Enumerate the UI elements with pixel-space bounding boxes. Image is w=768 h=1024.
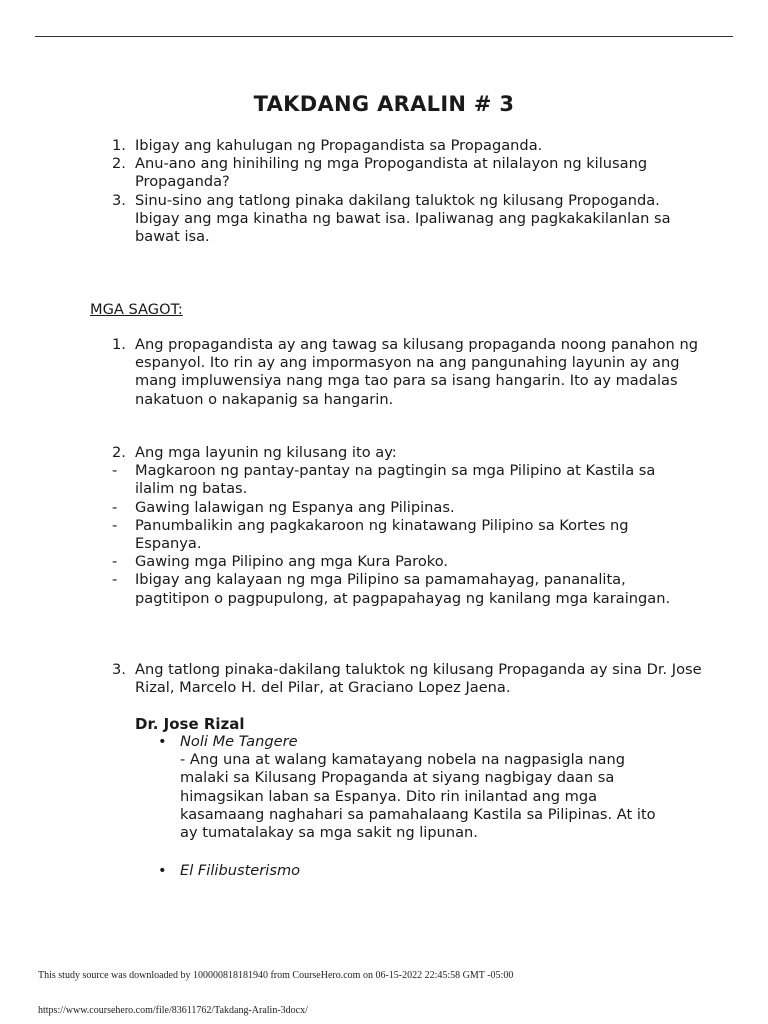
- bullet-icon: •: [158, 862, 167, 880]
- answer-3: [112, 661, 715, 697]
- top-divider: [35, 36, 733, 37]
- answer-2: [112, 444, 692, 608]
- answer-number: 1.: [112, 336, 126, 353]
- goal-item: - Ibigay ang kalayaan ng mga Pilipino sa pamamahayag, pananalita, pagtitipon o pagpupulong, at pagpapahayag ng kanilang mga karaingan.: [112, 571, 671, 607]
- person-name: Dr. Jose Rizal: [135, 715, 245, 733]
- goals-list: [112, 462, 692, 608]
- goal-text: Ibigay ang kalayaan ng mga Pilipino sa pamamahayag, pananalita, pagtitipon o pagpupulong, at pagpapahayag ng kanilang mga karaingan.: [135, 571, 671, 607]
- work-description: - Ang una at walang kamatayang nobela na nagpasigla nang malaki sa Kilusang Propaganda at siyang nagbigay daan sa himagsikan laban sa Espanya. Dito rin inilantad ang mga kasamaang naghahari sa pamahalaang Kastila sa Pilipinas. At ito ay tumatalakay sa mga sakit ng lipunan.: [180, 751, 656, 842]
- work-item: [158, 862, 658, 880]
- answer-intro: Ang mga layunin ng kilusang ito ay:: [135, 444, 397, 461]
- question-text: Ibigay ang kahulugan ng Propagandista sa Propaganda.: [135, 137, 543, 154]
- question-number: 1.: [112, 137, 126, 154]
- answer-1: [112, 336, 715, 409]
- answer-text: Ang tatlong pinaka-dakilang taluktok ng kilusang Propaganda ay sina Dr. Jose Rizal, Marcelo H. del Pilar, at Graciano Lopez Jaena.: [135, 661, 702, 697]
- source-url[interactable]: https://www.coursehero.com/file/83611762/Takdang-Aralin-3docx/: [38, 1005, 308, 1016]
- answer-text: Ang propagandista ay ang tawag sa kilusang propaganda noong panahon ng espanyol. Ito rin ay ang impormasyon na ang pangunahing layunin ay ang mang impluwensiya nang mga tao para sa isang hangarin. Ito ay madalas nakatuon o nakapanig sa hangarin.: [135, 336, 698, 408]
- answer-number: 2.: [112, 444, 126, 461]
- question-item: [112, 192, 692, 247]
- answers-heading: MGA SAGOT:: [90, 301, 183, 318]
- answer-intro-row: [112, 444, 692, 462]
- work-title: Noli Me Tangere: [180, 733, 298, 750]
- question-item: [112, 155, 692, 191]
- goal-item: - Gawing mga Pilipino ang mga Kura Paroko.: [112, 553, 449, 571]
- goal-item: - Gawing lalawigan ng Espanya ang Pilipinas.: [112, 498, 455, 516]
- answer-number: 3.: [112, 661, 126, 678]
- works-list: [158, 733, 658, 880]
- goal-item: - Magkaroon ng pantay-pantay na pagtingin sa mga Pilipino at Kastila sa ilalim ng batas.: [112, 462, 656, 498]
- question-text: Sinu-sino ang tatlong pinaka dakilang taluktok ng kilusang Propoganda. Ibigay ang mga kinatha ng bawat isa. Ipaliwanag ang pagkakakilanlan sa bawat isa.: [135, 191, 671, 246]
- bullet-icon: •: [158, 733, 167, 750]
- work-item: [158, 733, 658, 842]
- goal-text: Magkaroon ng pantay-pantay na pagtingin sa mga Pilipino at Kastila sa ilalim ng batas.: [135, 462, 656, 498]
- question-number: 2.: [112, 155, 126, 173]
- page-title: TAKDANG ARALIN # 3: [253, 92, 515, 116]
- questions-list: [112, 137, 692, 246]
- question-item: [112, 137, 692, 155]
- download-note: This study source was downloaded by 100000818181940 from CourseHero.com on 06-15-2022 22:45:58 GMT -05:00: [38, 970, 514, 981]
- question-text: Anu-ano ang hinihiling ng mga Propogandista at nilalayon ng kilusang Propaganda?: [135, 155, 648, 191]
- question-number: 3.: [112, 191, 126, 209]
- work-title: El Filibusterismo: [180, 862, 301, 880]
- goal-item: - Panumbalikin ang pagkakaroon ng kinatawang Pilipino sa Kortes ng Espanya.: [112, 516, 629, 553]
- goal-text: Gawing lalawigan ng Espanya ang Pilipinas.: [135, 498, 455, 516]
- goal-text: Panumbalikin ang pagkakaroon ng kinatawang Pilipino sa Kortes ng Espanya.: [135, 516, 629, 553]
- goal-text: Gawing mga Pilipino ang mga Kura Paroko.: [135, 553, 449, 571]
